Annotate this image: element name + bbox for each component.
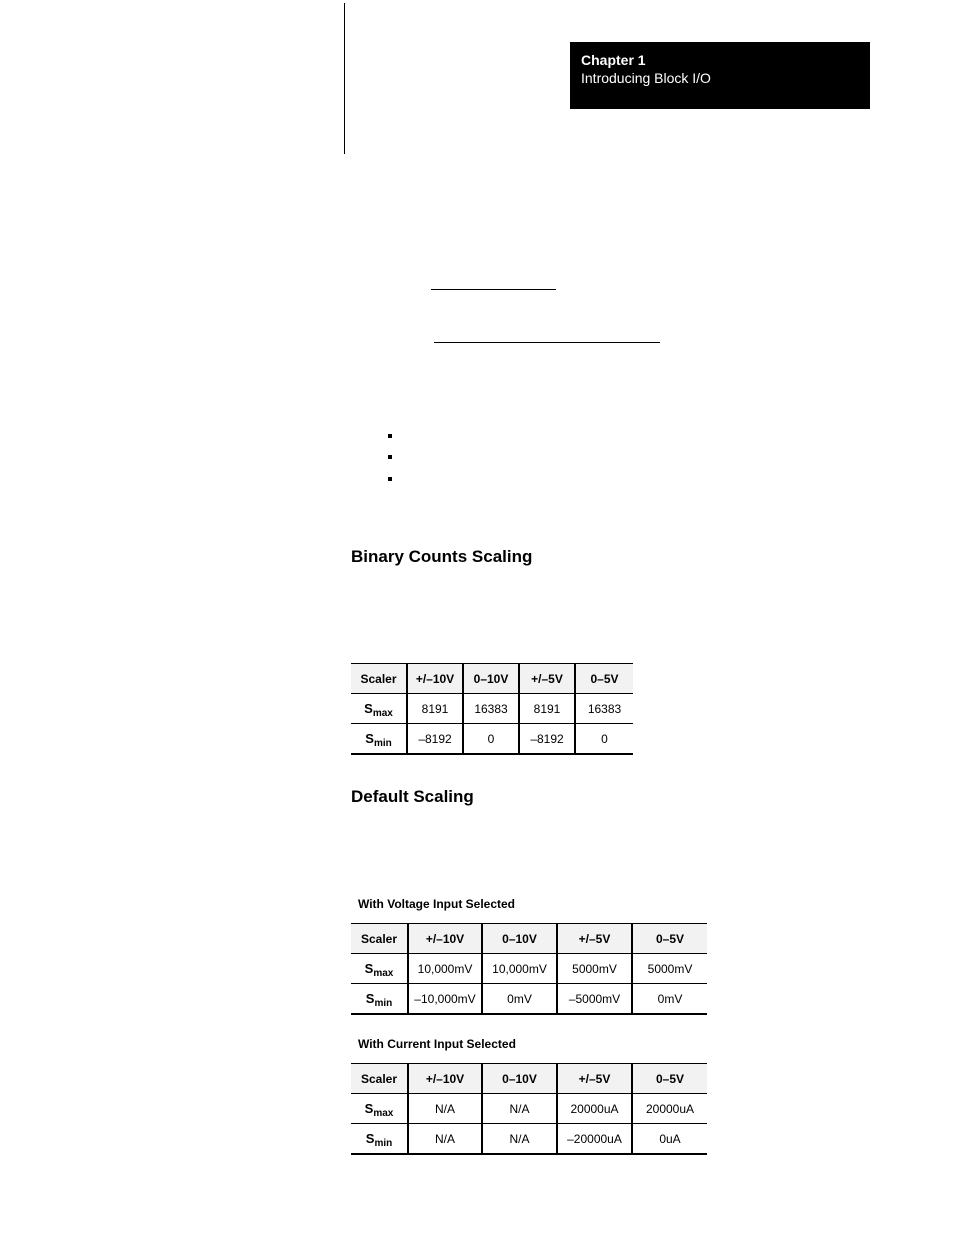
table-header-row	[351, 924, 707, 954]
table-cell: –10,000mV	[408, 984, 482, 1015]
table-cell: 8191	[407, 694, 463, 724]
binary-scaling-heading: Binary Counts Scaling	[351, 547, 533, 566]
table-cell: 0	[463, 724, 519, 755]
table-cell: 10,000mV	[482, 954, 557, 984]
table-cell: 0mV	[482, 984, 557, 1015]
row-label: $S_{max}$	[351, 954, 408, 984]
row-label: $S_{max}$	[351, 694, 407, 724]
table-cell: N/A	[482, 1124, 557, 1155]
table-cell: 20000uA	[632, 1094, 707, 1124]
table-cell: 10,000mV	[408, 954, 482, 984]
table-cell: 0mV	[632, 984, 707, 1015]
table-row	[351, 984, 707, 1015]
chapter-header	[570, 42, 870, 109]
underline-rule	[431, 289, 556, 290]
column-header: 0–5V	[632, 924, 707, 954]
table-cell: 5000mV	[632, 954, 707, 984]
table-row	[351, 1124, 707, 1155]
table-cell: N/A	[482, 1094, 557, 1124]
table-cell: 20000uA	[557, 1094, 632, 1124]
column-header: +/–10V	[407, 664, 463, 694]
column-header: +/–10V	[408, 1064, 482, 1094]
table-cell: 5000mV	[557, 954, 632, 984]
column-header: 0–10V	[482, 1064, 557, 1094]
voltage-scaling-table	[351, 923, 707, 1015]
margin-rule	[344, 3, 345, 154]
bullet-marker	[388, 477, 392, 481]
bullet-marker	[388, 434, 392, 438]
table-cell: –20000uA	[557, 1124, 632, 1155]
table-cell: N/A	[408, 1094, 482, 1124]
table-cell: N/A	[408, 1124, 482, 1155]
column-header: Scaler	[351, 1064, 408, 1094]
row-label: $S_{min}$	[351, 984, 408, 1015]
table-header-row	[351, 664, 633, 694]
row-label: $S_{max}$	[351, 1094, 408, 1124]
voltage-table-caption: With Voltage Input Selected	[358, 897, 516, 911]
table-cell: 16383	[575, 694, 633, 724]
column-header: 0–10V	[482, 924, 557, 954]
column-header: +/–5V	[557, 1064, 632, 1094]
current-table-caption: With Current Input Selected	[358, 1037, 516, 1051]
binary-scaling-table	[351, 663, 633, 755]
table-row	[351, 954, 707, 984]
table-cell: 16383	[463, 694, 519, 724]
column-header: 0–5V	[632, 1064, 707, 1094]
column-header: +/–5V	[519, 664, 575, 694]
table-header-row	[351, 1064, 707, 1094]
column-header: +/–10V	[408, 924, 482, 954]
table-cell: 8191	[519, 694, 575, 724]
chapter-number: Chapter 1	[581, 52, 646, 68]
row-label: $S_{min}$	[351, 1124, 408, 1155]
table-row	[351, 1094, 707, 1124]
table-cell: –8192	[407, 724, 463, 755]
current-scaling-table	[351, 1063, 707, 1155]
column-header: Scaler	[351, 924, 408, 954]
table-cell: 0uA	[632, 1124, 707, 1155]
table-row	[351, 694, 633, 724]
column-header: 0–10V	[463, 664, 519, 694]
chapter-title: Introducing Block I/O	[581, 70, 711, 86]
row-label: $S_{min}$	[351, 724, 407, 755]
table-cell: 0	[575, 724, 633, 755]
default-scaling-heading: Default Scaling	[351, 787, 474, 806]
table-cell: –8192	[519, 724, 575, 755]
column-header: 0–5V	[575, 664, 633, 694]
bullet-marker	[388, 455, 392, 459]
table-row	[351, 724, 633, 755]
underline-rule	[434, 342, 660, 343]
table-cell: –5000mV	[557, 984, 632, 1015]
column-header: Scaler	[351, 664, 407, 694]
column-header: +/–5V	[557, 924, 632, 954]
